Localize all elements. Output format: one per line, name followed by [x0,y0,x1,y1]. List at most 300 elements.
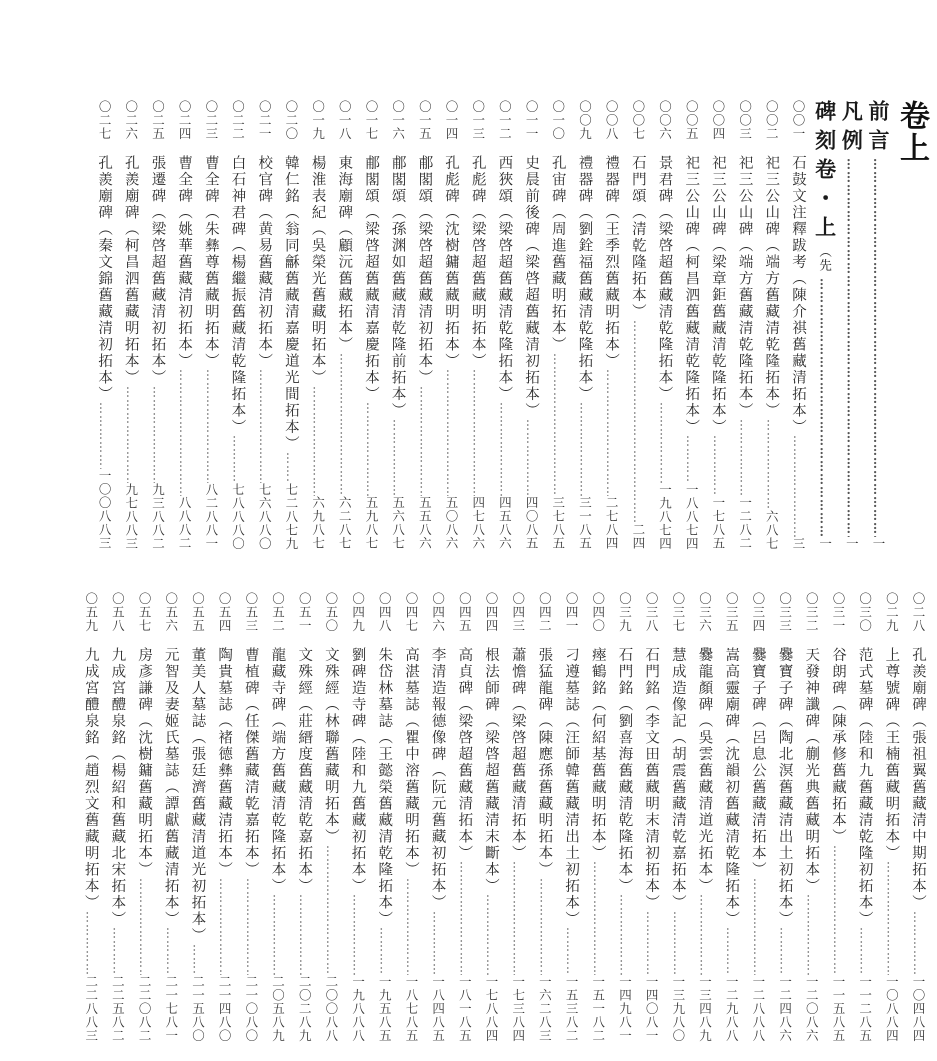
entry-page-number: 六九八七 [310,496,326,550]
toc-entry[interactable] [384,100,411,550]
entry-title: 天發神讖碑（蒯光典舊藏明拓本） [803,646,820,894]
entry-page-number: 五九八七 [363,496,379,550]
entry-number: 〇二五 [150,100,166,141]
entry-title: 高貞碑（梁啓超舊藏清拓本） [456,646,473,861]
entry-page-number: 一八四八五 [430,974,446,1042]
entry-title: 上尊號碑（王楠舊藏明拓本） [883,646,900,861]
entry-page-number: 一七八五 [710,496,726,550]
toc-entry[interactable] [531,592,558,1042]
entry-page-number: 七八八八〇 [230,482,246,550]
dot-leader [504,861,531,975]
dot-leader [90,402,117,469]
dot-leader [731,419,758,497]
toc-entry[interactable] [157,592,184,1042]
toc-entry[interactable] [878,592,905,1042]
entry-number: 〇二四 [177,100,193,141]
entry-page-number: 一二八二 [737,496,753,550]
entry-page-number: 二七八四 [604,496,620,550]
entry-title: 韓仁銘（翁同龢舊藏清嘉慶道光間拓本） [282,154,299,452]
dot-leader [264,894,291,975]
dot-leader [557,927,584,975]
toc-entry[interactable] [451,592,478,1042]
entry-page-number: 六八七 [764,509,780,550]
entry-number: 〇二九 [884,592,900,633]
entry-page-number: 一七三八四 [510,974,526,1042]
toc-entry[interactable] [357,100,384,550]
dot-leader [584,861,611,975]
entry-page-number: 二一〇八〇 [243,974,259,1042]
dot-leader [291,894,318,975]
entry-page-number: 一三四八九 [697,974,713,1042]
entry-number: 〇一二 [497,100,513,141]
entry-number: 〇三〇 [857,592,873,633]
entry-page-number: 一〇四八四 [911,974,926,1042]
entry-number: 〇四五 [457,592,473,633]
toc-entry[interactable] [851,592,878,1042]
dot-leader [544,353,571,497]
toc-entry[interactable] [691,592,718,1042]
toc-entry[interactable] [264,592,291,1042]
dot-leader [397,878,424,975]
entry-title: 九成宮醴泉銘（趙烈文舊藏明拓本） [82,646,99,911]
entry-number: 〇三五 [724,592,740,633]
entry-number: 〇一六 [390,100,406,141]
dot-leader [811,278,838,536]
entry-title: 校官碑（黄易舊藏清初拓本） [256,154,273,369]
entry-page-number: 二〇五八九 [270,974,286,1042]
toc-entry[interactable] [744,592,771,1042]
dot-leader [651,402,678,483]
entry-title: 九成宮醴泉銘（楊紹和舊藏北宋拓本） [109,646,126,927]
entry-title: 郙閣頌（梁啓超舊藏清嘉慶拓本） [362,154,379,402]
toc-upper-half [0,100,937,550]
toc-entry[interactable] [491,100,518,550]
toc-front-conventions[interactable]: 凡例 …………………………………………………………………………………………………………………………………………………… 一 [838,100,865,550]
entry-number: 〇一〇 [550,100,566,141]
entry-title: 禮器碑（劉銓福舊藏清乾隆拓本） [576,154,593,402]
entry-title: 董美人墓誌（張廷濟舊藏清道光初拓本） [189,646,206,944]
toc-entry[interactable] [210,592,237,1042]
entry-title: 孔彪碑（梁啓超舊藏明拓本） [469,154,486,369]
entry-number: 〇五三 [243,592,259,633]
entry-title: 郙閣頌（梁啓超舊藏清初拓本） [416,154,433,386]
entry-title: 石門銘（劉喜海舊藏清乾隆拓本） [616,646,633,894]
entry-title: 范式墓碑（陸和九舊藏清乾隆初拓本） [856,646,873,927]
entry-title: 元智及妻姬氏墓誌（譚獻舊藏清拓本） [162,646,179,927]
toc-entry[interactable] [637,592,664,1042]
toc-entry[interactable] [704,100,731,550]
entry-title: 谷朗碑（陳承修舊藏拓本） [829,646,846,845]
entry-title: 石門銘（李文田舊藏明末清初拓本） [643,646,660,911]
entry-page-number: 一九五八五 [377,974,393,1042]
entry-page-number: 一二九八八 [724,974,740,1042]
entry-number: 〇〇三 [737,100,753,141]
toc-entry[interactable] [371,592,398,1042]
dot-leader [477,894,504,975]
entry-page-number: 一二八八八 [750,974,766,1042]
entry-number: 〇四二 [537,592,553,633]
entry-number: 〇二三 [203,100,219,141]
dot-leader [704,435,731,496]
entry-page-number: 四七八六 [470,496,486,550]
entry-number: 〇四七 [403,592,419,633]
entry-title: 陶貴墓誌（褚德彝舊藏清拓本） [216,646,233,878]
entry-title: 瘞鶴銘（何紹基舊藏明拓本） [589,646,606,861]
entry-title: 刁遵墓誌（汪師韓舊藏清出土初拓本） [563,646,580,927]
entry-page-number: 八八八二 [177,496,193,550]
dot-leader [718,927,745,975]
entry-page-number: 四五八六 [497,496,513,550]
toc-entry[interactable] [397,592,424,1042]
entry-number: 〇四〇 [590,592,606,633]
dot-leader [237,878,264,975]
entry-number: 〇二八 [911,592,926,633]
toc-entry[interactable] [771,592,798,1042]
toc-entry[interactable] [170,100,197,550]
entry-title: 李清造報德像碑（阮元舊藏初拓本） [429,646,446,911]
dot-leader [784,435,811,537]
toc-entry[interactable] [544,100,571,550]
entry-number: 〇一一 [524,100,540,141]
entry-number: 〇一八 [337,100,353,141]
dot-leader [531,878,558,975]
entry-number: 〇〇九 [577,100,593,141]
dot-leader [210,878,237,975]
entry-page-number: 一四〇八一 [644,974,660,1042]
dot-leader [611,894,638,975]
entry-page-number: 五〇八六 [444,496,459,550]
entry-number: 〇三六 [697,592,713,633]
entry-title: 孔羨廟碑（張祖翼舊藏清中期拓本） [910,646,926,911]
entry-page-number: 六二八七 [337,496,353,550]
toc-entry[interactable] [731,100,758,550]
entry-title: 文殊經（林聯舊藏明拓本） [322,646,339,845]
entry-number: 〇四四 [484,592,499,633]
dot-leader [451,861,478,975]
entry-number: 〇二七 [97,100,113,141]
dot-leader [170,369,197,496]
entry-title: 石鼓文注釋跋考（陳介祺舊藏清拓本） [789,154,806,435]
toc-entry[interactable] [504,592,531,1042]
entry-number: 〇一三 [470,100,486,141]
entry-title: 祀三公山碑（柯昌泗舊藏清乾隆拓本） [683,154,700,435]
dot-leader [317,845,344,975]
toc-entry[interactable] [304,100,331,550]
toc-front-stele-volume[interactable]: 碑刻卷・上 （先 …………………………………………………………………………………………………………………………………………………… 一 [811,100,838,550]
entry-page-number: 一三九八〇 [670,974,686,1042]
entry-title: 石門頌（清乾隆拓本） [629,154,646,320]
entry-title: 孔宙碑（周進舊藏明拓本） [549,154,566,353]
dot-leader [571,402,598,496]
entry-page-number: 二二〇八二 [137,974,153,1042]
dot-leader [251,369,278,483]
entry-number: 〇二六 [123,100,139,141]
entry-number: 〇五四 [217,592,233,633]
toc-entry[interactable] [90,100,117,550]
entry-title: 劉碑造寺碑（陸和九舊藏初拓本） [349,646,366,894]
entry-page-number: 五五八六 [417,496,433,550]
dot-leader [864,158,891,537]
dot-leader [491,402,518,496]
toc-entry[interactable] [411,100,438,550]
toc-entry[interactable] [424,592,451,1042]
entry-title: 曹全碑（朱彝尊舊藏明拓本） [202,154,219,369]
entry-page-number: 二四 [630,523,646,550]
entry-page-number: 二一七八一 [163,974,179,1042]
entry-page-number: 一九八八八 [350,974,366,1042]
entry-number: 〇一九 [310,100,326,141]
entry-number: 〇〇七 [630,100,646,141]
toc-entry[interactable] [77,592,104,1042]
dot-leader [344,894,371,975]
entry-title: 祀三公山碑（梁章鉅舊藏清乾隆拓本） [709,154,726,435]
entry-number: 〇一五 [417,100,433,141]
dot-leader [517,419,544,497]
entry-title: 白石神君碑（楊繼振舊藏清乾隆拓本） [229,154,246,435]
entry-number: 〇五八 [110,592,126,633]
toc-entry[interactable] [224,100,251,550]
toc-entry[interactable] [344,592,371,1042]
entry-page-number: 七二八七九 [283,482,299,550]
entry-number: 〇〇一 [790,100,806,141]
entry-title: 禮器碑（王季烈舊藏明拓本） [603,154,620,369]
dot-leader [597,369,624,496]
entry-page-number: 一〇八八四 [884,974,900,1042]
entry-number: 〇一四 [444,100,459,141]
dot-leader [157,927,184,975]
entry-title: 爨龍顏碑（吳雲舊藏清道光拓本） [696,646,713,894]
volume-heading: 卷上 [894,100,929,164]
entry-number: 〇三七 [670,592,686,633]
entry-page-number: 一八八七四 [684,482,700,550]
toc-entry[interactable] [517,100,544,550]
entry-page-number: 一九八七四 [657,482,673,550]
entry-page-number: 二二五八二 [110,974,126,1042]
entry-title: 孔羨廟碑（柯昌泗舊藏明拓本） [122,154,139,386]
toc-entry[interactable] [624,100,651,550]
dot-leader [304,386,331,497]
entry-title: 景君碑（梁啓超舊藏清乾隆拓本） [656,154,673,402]
dot-leader [758,419,785,510]
entry-number: 〇〇六 [657,100,673,141]
entry-page-number: 二一四八〇 [217,974,233,1042]
toc-entry[interactable] [758,100,785,550]
entry-title: 張猛龍碑（陳應孫舊藏明拓本） [536,646,553,878]
entry-page-number: 一一二八五 [857,974,873,1042]
toc-entry[interactable] [331,100,358,550]
entry-title: 爨寶子碑（陶北溟舊藏清出土初拓本） [776,646,793,927]
entry-title: 蕭憺碑（梁啓超舊藏清拓本） [509,646,526,861]
toc-entry[interactable] [197,100,224,550]
entry-page-number: 一七八八四 [484,974,499,1042]
entry-number: 〇四九 [350,592,366,633]
toc-entry[interactable] [437,100,464,550]
entry-title: 曹全碑（姚華舊藏清初拓本） [176,154,193,369]
entry-number: 〇三三 [777,592,793,633]
entry-number: 〇五六 [163,592,179,633]
toc-entry[interactable] [144,100,171,550]
dot-leader [771,927,798,975]
entry-number: 〇〇五 [684,100,700,141]
toc-front-preface[interactable]: 前言 …………………………………………………………………………………………………………………………………………………… 一 [864,100,891,550]
dot-leader [411,386,438,497]
entry-title: 曹植碑（任傑舊藏清乾嘉拓本） [242,646,259,878]
dot-leader [878,861,905,975]
entry-number: 〇〇二 [764,100,780,141]
entry-number: 〇二二 [230,100,246,141]
entry-number: 〇四三 [510,592,526,633]
entry-number: 〇三一 [830,592,846,633]
entry-title: 朱岱林墓誌（王懿榮舊藏清乾隆拓本） [376,646,393,927]
entry-number: 〇三二 [804,592,820,633]
toc-entry[interactable] [824,592,851,1042]
toc-entry[interactable] [477,592,504,1042]
toc-entry[interactable] [184,592,211,1042]
entry-number: 〇五五 [190,592,206,633]
entry-page-number: 一一五八五 [830,974,846,1042]
toc-entry[interactable] [597,100,624,550]
entry-number: 〇三九 [617,592,633,633]
entry-number: 〇四八 [377,592,393,633]
toc-entry[interactable] [651,100,678,550]
entry-title: 根法師碑（梁啓超舊藏清末斷本） [483,646,499,894]
entry-page-number: 一八一八五 [457,974,473,1042]
entry-title: 祀三公山碑（端方舊藏清乾隆拓本） [736,154,753,419]
entry-title: 龍藏寺碑（端方舊藏清乾隆拓本） [269,646,286,894]
entry-page-number: 五六八七 [390,496,406,550]
entry-page-number: 一〇〇八八三 [97,469,113,550]
dot-leader [117,386,144,483]
entry-page-number: 九七八八三 [123,482,139,550]
dot-leader [838,158,865,537]
dot-leader [144,386,171,483]
entry-page-number: 四〇八五 [524,496,540,550]
toc-entry[interactable] [317,592,344,1042]
dot-leader [277,452,304,483]
entry-number: 〇五一 [297,592,313,633]
entry-page-number: 二〇二八九 [297,974,313,1042]
entry-title: 史晨前後碑（梁啓超舊藏清初拓本） [523,154,540,419]
toc-lower-half [0,592,937,1042]
dot-leader [664,911,691,975]
entry-page-number: 一二四八六 [777,974,793,1042]
dot-leader [224,435,251,483]
dot-leader [357,402,384,496]
dot-leader [798,894,825,975]
dot-leader [184,944,211,975]
toc-entry[interactable] [464,100,491,550]
dot-leader [130,878,157,975]
entry-page-number: 一八七八五 [403,974,419,1042]
entry-number: 〇一七 [363,100,379,141]
toc-entry[interactable] [571,100,598,550]
dot-leader [744,878,771,975]
entry-number: 〇五七 [137,592,153,633]
dot-leader [637,911,664,975]
entry-page-number: 二二八八三 [83,974,99,1042]
entry-title: 高湛墓誌（瞿中溶舊藏明拓本） [402,646,419,878]
entry-title: 張遷碑（梁啓超舊藏清初拓本） [149,154,166,386]
entry-title: 祀三公山碑（端方舊藏清乾隆拓本） [763,154,780,419]
entry-title: 爨寶子碑（呂息公舊藏清拓本） [749,646,766,878]
entry-number: 〇五二 [270,592,286,633]
entry-title: 慧成造像記（胡震舊藏清乾嘉拓本） [669,646,686,911]
toc-entry[interactable] [251,100,278,550]
toc-entry[interactable] [237,592,264,1042]
toc-entry[interactable] [117,100,144,550]
dot-leader [691,894,718,975]
dot-leader [904,911,931,975]
entry-page-number: 一五一八二 [590,974,606,1042]
entry-number: 〇〇四 [710,100,726,141]
entry-title: 孔彪碑（沈樹鏞舊藏明拓本） [443,154,459,369]
entry-title: 東海廟碑（顧沅舊藏拓本） [336,154,353,353]
toc-entry[interactable] [584,592,611,1042]
entry-number: 〇四六 [430,592,446,633]
entry-number: 〇四一 [564,592,580,633]
entry-number: 〇二〇 [283,100,299,141]
entry-page-number: 一六二八三 [537,974,553,1042]
toc-entry[interactable] [611,592,638,1042]
toc-entry[interactable] [718,592,745,1042]
entry-number: 〇三八 [644,592,660,633]
dot-leader [624,320,651,524]
entry-number: 〇三四 [750,592,766,633]
entry-title: 房彥謙碑（沈樹鏞舊藏明拓本） [136,646,153,878]
entry-page-number: 二〇〇八八 [323,974,339,1042]
entry-page-number: 八二八八一 [203,482,219,550]
toc-entry[interactable] [557,592,584,1042]
dot-leader [851,927,878,975]
dot-leader [104,927,131,975]
toc-entry[interactable] [784,100,811,550]
entry-page-number: 三七八五 [550,496,566,550]
entry-title: 西狹頌（梁啓超舊藏清乾隆拓本） [496,154,513,402]
entry-title: 嵩高靈廟碑（沈韻初舊藏清乾隆拓本） [723,646,740,927]
toc-entry[interactable] [664,592,691,1042]
toc-entry[interactable] [798,592,825,1042]
entry-title: 郙閣頌（孫渊如舊藏清乾隆前拓本） [389,154,406,419]
dot-leader [371,927,398,975]
toc-entry[interactable] [277,100,304,550]
toc-entry[interactable] [904,592,931,1042]
dot-leader [464,369,491,496]
entry-page-number: 一四九八一 [617,974,633,1042]
entry-number: 〇五九 [83,592,99,633]
entry-page-number: 九三八八二 [150,482,166,550]
entry-page-number: 三一八五 [577,496,593,550]
toc-entry[interactable] [678,100,705,550]
entry-title: 文殊經（莊縉度舊藏清乾嘉拓本） [296,646,313,894]
dot-leader [384,419,411,497]
toc-entry[interactable] [104,592,131,1042]
toc-entry[interactable] [291,592,318,1042]
entry-page-number: 一五三八二 [564,974,580,1042]
entry-page-number: 二一五八〇 [190,974,206,1042]
entry-number: 〇五〇 [323,592,339,633]
entry-title: 孔羨廟碑（秦文錦舊藏清初拓本） [96,154,113,402]
entry-page-number: 三 [790,536,806,550]
dot-leader [824,845,851,975]
toc-entry[interactable] [130,592,157,1042]
dot-leader [437,369,464,496]
dot-leader [197,369,224,483]
dot-leader [331,353,358,497]
entry-number: 〇〇八 [604,100,620,141]
dot-leader [424,911,451,975]
entry-number: 〇二一 [257,100,273,141]
dot-leader [678,435,705,483]
